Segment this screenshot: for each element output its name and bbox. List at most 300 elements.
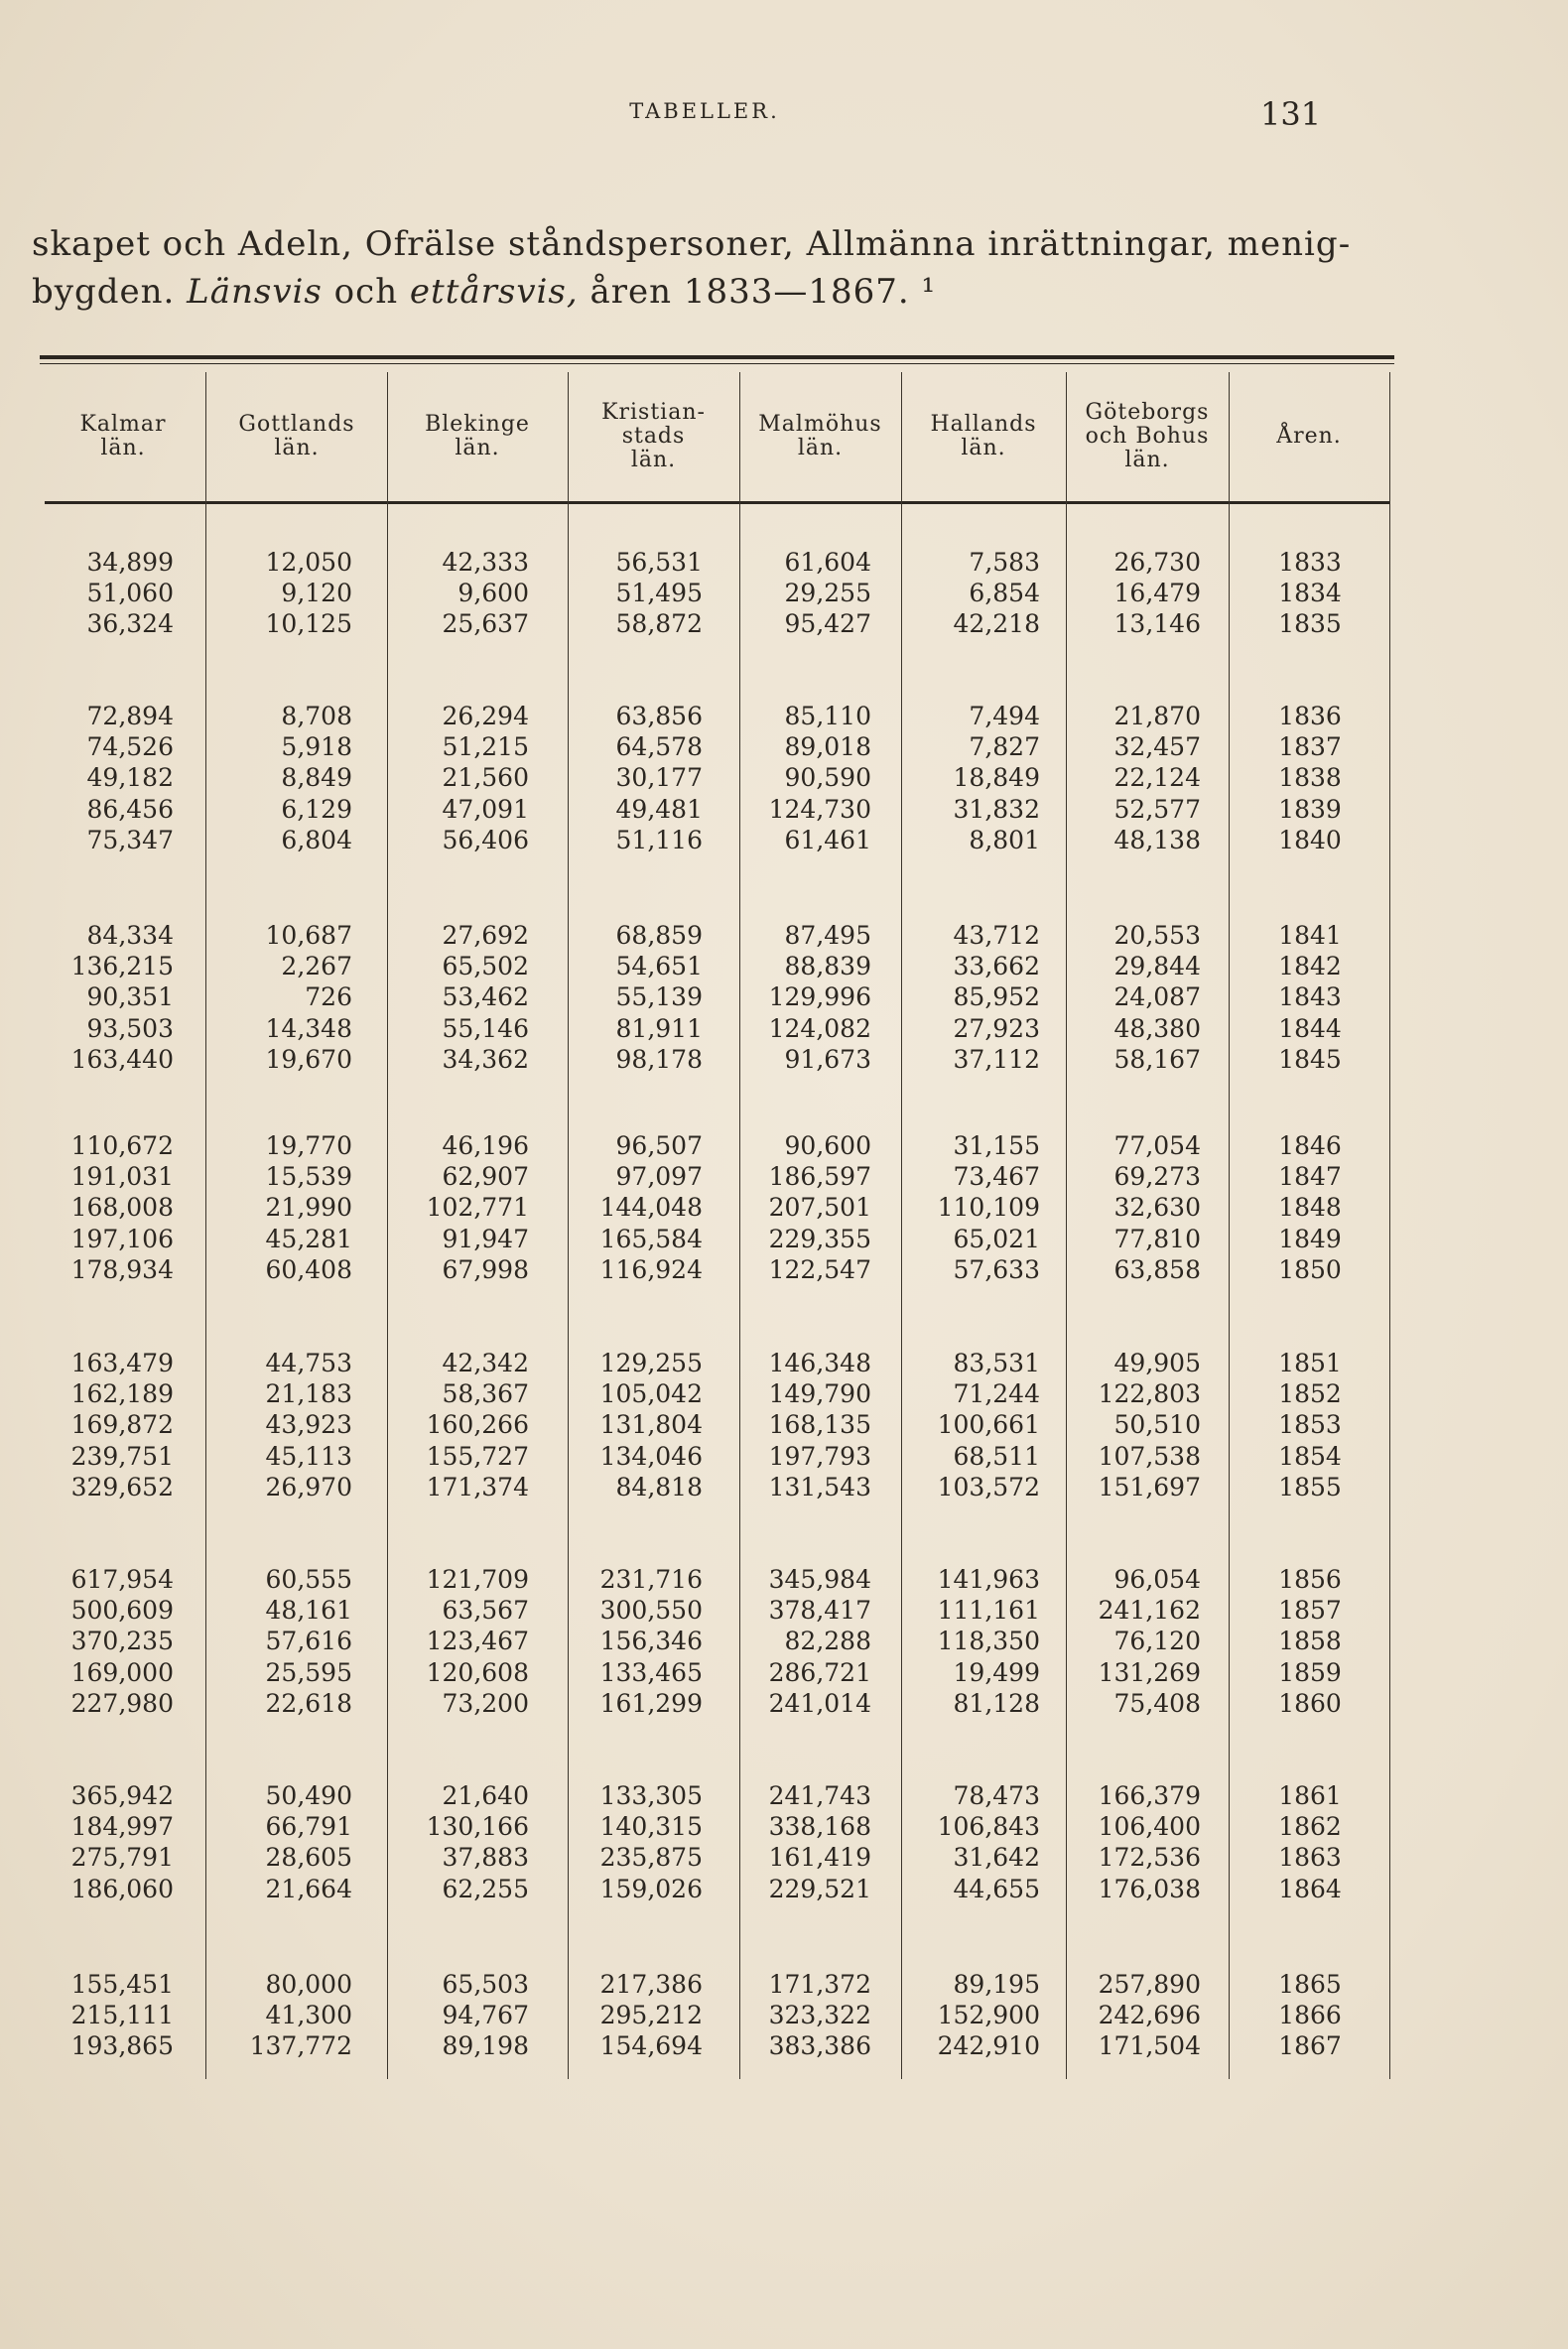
- table-cell: 197,106: [70, 1224, 174, 1253]
- year-cell: 1853: [1278, 1410, 1342, 1440]
- year-cell: 1848: [1278, 1193, 1342, 1223]
- table-cell: 171,374: [426, 1472, 529, 1501]
- table-top-rule: [40, 355, 1394, 359]
- table-cell: 96,507: [615, 1131, 703, 1160]
- table-cell: 82,288: [784, 1627, 871, 1656]
- table-cell: 154,694: [599, 2031, 703, 2061]
- table-cell: 21,640: [442, 1781, 529, 1810]
- table-cell: 21,560: [442, 763, 529, 793]
- table-cell: 78,473: [953, 1781, 1040, 1810]
- table-cell: 81,911: [615, 1013, 703, 1043]
- table-cell: 102,771: [426, 1193, 529, 1223]
- year-cell: 1847: [1278, 1162, 1342, 1192]
- table-cell: 37,112: [953, 1044, 1040, 1074]
- column-header-kristianstad: Kristian- stads län.: [601, 400, 706, 472]
- table-cell: 26,730: [1113, 548, 1201, 577]
- table-cell: 57,616: [265, 1627, 352, 1656]
- table-cell: 58,367: [442, 1379, 529, 1409]
- table-cell: 96,054: [1113, 1565, 1201, 1594]
- table-cell: 49,481: [615, 794, 703, 824]
- year-cell: 1850: [1278, 1254, 1342, 1284]
- table-cell: 383,386: [768, 2031, 871, 2061]
- table-cell: 67,998: [442, 1254, 529, 1284]
- table-cell: 500,609: [70, 1596, 174, 1626]
- table-cell: 76,120: [1113, 1627, 1201, 1656]
- table-cell: 65,021: [953, 1224, 1040, 1253]
- table-cell: 63,858: [1113, 1254, 1201, 1284]
- table-cell: 19,670: [265, 1044, 352, 1074]
- table-cell: 28,605: [265, 1843, 352, 1873]
- table-cell: 100,661: [937, 1410, 1040, 1440]
- year-cell: 1865: [1278, 1970, 1342, 1999]
- table-cell: 42,218: [953, 609, 1040, 639]
- table-cell: 129,255: [599, 1349, 703, 1377]
- table-cell: 8,801: [969, 825, 1040, 854]
- table-cell: 207,501: [768, 1193, 871, 1223]
- year-cell: 1866: [1278, 2001, 1342, 2030]
- year-cell: 1834: [1278, 579, 1342, 608]
- table-cell: 149,790: [768, 1379, 871, 1409]
- table-cell: 42,342: [442, 1349, 529, 1377]
- table-cell: 378,417: [768, 1596, 871, 1626]
- year-cell: 1845: [1278, 1044, 1342, 1074]
- table-cell: 131,543: [768, 1472, 871, 1501]
- table-cell: 124,082: [768, 1013, 871, 1043]
- table-cell: 77,810: [1113, 1224, 1201, 1253]
- table-cell: 105,042: [599, 1379, 703, 1409]
- table-cell: 106,843: [937, 1812, 1040, 1842]
- table-cell: 44,655: [953, 1874, 1040, 1903]
- table-cell: 46,196: [442, 1131, 529, 1160]
- table-cell: 62,255: [442, 1874, 529, 1903]
- table-cell: 85,110: [784, 702, 871, 730]
- table-cell: 134,046: [599, 1441, 703, 1471]
- table-cell: 75,408: [1113, 1688, 1201, 1718]
- table-cell: 43,712: [953, 921, 1040, 950]
- table-cell: 73,467: [953, 1162, 1040, 1192]
- table-cell: 50,510: [1113, 1410, 1201, 1440]
- column-header-malmohus: Malmöhus län.: [758, 412, 882, 460]
- table-cell: 49,905: [1113, 1349, 1201, 1377]
- table-cell: 71,244: [953, 1379, 1040, 1409]
- table-cell: 80,000: [265, 1970, 352, 1999]
- table-cell: 231,716: [599, 1565, 703, 1594]
- table-cell: 98,178: [615, 1044, 703, 1074]
- table-cell: 37,883: [442, 1843, 529, 1873]
- table-cell: 241,743: [768, 1781, 871, 1810]
- table-cell: 25,637: [442, 609, 529, 639]
- table-cell: 159,026: [599, 1874, 703, 1903]
- year-cell: 1864: [1278, 1874, 1342, 1903]
- table-cell: 151,697: [1098, 1472, 1201, 1501]
- table-cell: 34,362: [442, 1044, 529, 1074]
- table-cell: 8,849: [281, 763, 352, 793]
- table-cell: 63,856: [615, 702, 703, 730]
- table-cell: 56,406: [442, 825, 529, 854]
- year-cell: 1842: [1278, 952, 1342, 981]
- table-cell: 45,281: [265, 1224, 352, 1253]
- table-cell: 48,161: [265, 1596, 352, 1626]
- table-cell: 22,124: [1113, 763, 1201, 793]
- year-cell: 1839: [1278, 794, 1342, 824]
- table-cell: 77,054: [1113, 1131, 1201, 1160]
- table-cell: 61,604: [784, 548, 871, 577]
- page-number: 131: [1260, 95, 1322, 133]
- caption-text-c: åren 1833—1867. ¹: [578, 272, 937, 312]
- year-cell: 1860: [1278, 1688, 1342, 1718]
- table-cell: 90,590: [784, 763, 871, 793]
- table-cell: 90,351: [86, 982, 174, 1012]
- table-cell: 53,462: [442, 982, 529, 1012]
- column-header-blekinge: Blekinge län.: [425, 412, 530, 460]
- table-cell: 25,595: [265, 1657, 352, 1687]
- table-cell: 64,578: [615, 732, 703, 762]
- table-cell: 45,113: [265, 1441, 352, 1471]
- table-cell: 55,139: [615, 982, 703, 1012]
- table-cell: 19,499: [953, 1657, 1040, 1687]
- table-cell: 617,954: [70, 1565, 174, 1594]
- column-header-year: Åren.: [1276, 424, 1342, 449]
- table-cell: 50,490: [265, 1781, 352, 1810]
- table-cell: 286,721: [768, 1657, 871, 1687]
- table-cell: 34,899: [86, 548, 174, 577]
- table-cell: 345,984: [768, 1565, 871, 1594]
- table-cell: 122,803: [1098, 1379, 1201, 1409]
- year-cell: 1858: [1278, 1627, 1342, 1656]
- table-cell: 103,572: [937, 1472, 1040, 1501]
- table-cell: 24,087: [1113, 982, 1201, 1012]
- table-cell: 49,182: [86, 763, 174, 793]
- running-header: TABELLER.: [629, 99, 780, 123]
- table-cell: 141,963: [937, 1565, 1040, 1594]
- table-cell: 51,060: [86, 579, 174, 608]
- table-cell: 95,427: [784, 609, 871, 639]
- table-cell: 295,212: [599, 2001, 703, 2030]
- table-cell: 7,827: [969, 732, 1040, 762]
- table-cell: 47,091: [442, 794, 529, 824]
- table-cell: 48,380: [1113, 1013, 1201, 1043]
- table-cell: 21,990: [265, 1193, 352, 1223]
- table-cell: 329,652: [70, 1472, 174, 1501]
- table-cell: 169,872: [70, 1410, 174, 1440]
- table-cell: 229,355: [768, 1224, 871, 1253]
- table-cell: 14,348: [265, 1013, 352, 1043]
- table-cell: 275,791: [70, 1843, 174, 1873]
- table-cell: 169,000: [70, 1657, 174, 1687]
- year-cell: 1833: [1278, 548, 1342, 577]
- table-cell: 144,048: [599, 1193, 703, 1223]
- table-cell: 32,457: [1113, 732, 1201, 762]
- table-cell: 60,555: [265, 1565, 352, 1594]
- table-cell: 91,673: [784, 1044, 871, 1074]
- year-cell: 1854: [1278, 1441, 1342, 1471]
- table-cell: 27,923: [953, 1013, 1040, 1043]
- table-cell: 41,300: [265, 2001, 352, 2030]
- year-cell: 1857: [1278, 1596, 1342, 1626]
- table-cell: 300,550: [599, 1596, 703, 1626]
- table-cell: 116,924: [599, 1254, 703, 1284]
- year-cell: 1844: [1278, 1013, 1342, 1043]
- table-cell: 68,511: [953, 1441, 1040, 1471]
- table-cell: 137,772: [249, 2031, 352, 2061]
- table-cell: 43,923: [265, 1410, 352, 1440]
- table-cell: 91,947: [442, 1224, 529, 1253]
- table-cell: 31,832: [953, 794, 1040, 824]
- table-cell: 93,503: [86, 1013, 174, 1043]
- year-cell: 1863: [1278, 1843, 1342, 1873]
- table-cell: 19,770: [265, 1131, 352, 1160]
- table-cell: 140,315: [599, 1812, 703, 1842]
- column-header-gottland: Gottlands län.: [238, 412, 355, 460]
- table-cell: 172,536: [1098, 1843, 1201, 1873]
- table-cell: 186,060: [70, 1874, 174, 1903]
- table-cell: 229,521: [768, 1874, 871, 1903]
- table-cell: 146,348: [768, 1349, 871, 1377]
- table-cell: 191,031: [70, 1162, 174, 1192]
- table-cell: 65,502: [442, 952, 529, 981]
- table-cell: 227,980: [70, 1688, 174, 1718]
- table-cell: 87,495: [784, 921, 871, 950]
- table-cell: 110,672: [70, 1131, 174, 1160]
- table-cell: 323,322: [768, 2001, 871, 2030]
- table-cell: 52,577: [1113, 794, 1201, 824]
- table-cell: 48,138: [1113, 825, 1201, 854]
- year-cell: 1841: [1278, 921, 1342, 950]
- table-cell: 10,125: [265, 609, 352, 639]
- year-cell: 1862: [1278, 1812, 1342, 1842]
- table-cell: 27,692: [442, 921, 529, 950]
- table-cell: 60,408: [265, 1254, 352, 1284]
- year-cell: 1843: [1278, 982, 1342, 1012]
- table-cell: 81,128: [953, 1688, 1040, 1718]
- table-cell: 2,267: [281, 952, 352, 981]
- table-cell: 31,642: [953, 1843, 1040, 1873]
- table-cell: 107,538: [1098, 1441, 1201, 1471]
- table-cell: 365,942: [70, 1781, 174, 1810]
- table-cell: 97,097: [615, 1162, 703, 1192]
- table-cell: 217,386: [599, 1970, 703, 1999]
- table-cell: 370,235: [70, 1627, 174, 1656]
- table-cell: 186,597: [768, 1162, 871, 1192]
- year-cell: 1851: [1278, 1349, 1342, 1377]
- table-cell: 9,120: [281, 579, 352, 608]
- table-cell: 62,907: [442, 1162, 529, 1192]
- table-cell: 61,461: [784, 825, 871, 854]
- table-cell: 86,456: [86, 794, 174, 824]
- table-cell: 133,305: [599, 1781, 703, 1810]
- table-cell: 120,608: [426, 1657, 529, 1687]
- table-cell: 51,495: [615, 579, 703, 608]
- table-cell: 136,215: [70, 952, 174, 981]
- table-cell: 124,730: [768, 794, 871, 824]
- table-cell: 31,155: [953, 1131, 1040, 1160]
- table-cell: 74,526: [86, 732, 174, 762]
- table-cell: 21,870: [1113, 702, 1201, 730]
- table-cell: 155,451: [70, 1970, 174, 1999]
- caption-italic-b: ettårsvis,: [409, 272, 579, 312]
- table-cell: 29,844: [1113, 952, 1201, 981]
- year-cell: 1859: [1278, 1657, 1342, 1687]
- year-cell: 1852: [1278, 1379, 1342, 1409]
- table-cell: 8,708: [281, 702, 352, 730]
- table-cell: 51,215: [442, 732, 529, 762]
- table-cell: 44,753: [265, 1349, 352, 1377]
- table-cell: 29,255: [784, 579, 871, 608]
- table-cell: 21,664: [265, 1874, 352, 1903]
- table-cell: 184,997: [70, 1812, 174, 1842]
- table-cell: 89,195: [953, 1970, 1040, 1999]
- table-top-rule-thin: [40, 363, 1394, 364]
- year-cell: 1856: [1278, 1565, 1342, 1594]
- table-cell: 121,709: [426, 1565, 529, 1594]
- table-cell: 94,767: [442, 2001, 529, 2030]
- table-cell: 5,918: [281, 732, 352, 762]
- table-cell: 131,269: [1098, 1657, 1201, 1687]
- table-cell: 193,865: [70, 2031, 174, 2061]
- table-cell: 12,050: [265, 548, 352, 577]
- table-cell: 89,198: [442, 2031, 529, 2061]
- table-cell: 20,553: [1113, 921, 1201, 950]
- table-cell: 123,467: [426, 1627, 529, 1656]
- table-cell: 9,600: [457, 579, 529, 608]
- table-cell: 163,479: [70, 1349, 174, 1377]
- table-cell: 88,839: [784, 952, 871, 981]
- table-cell: 110,109: [937, 1193, 1040, 1223]
- table-cell: 131,804: [599, 1410, 703, 1440]
- table-cell: 106,400: [1098, 1812, 1201, 1842]
- column-header-halland: Hallands län.: [930, 412, 1037, 460]
- table-cell: 166,379: [1098, 1781, 1201, 1810]
- table-cell: 242,910: [937, 2031, 1040, 2061]
- table-cell: 338,168: [768, 1812, 871, 1842]
- table-cell: 178,934: [70, 1254, 174, 1284]
- table-cell: 63,567: [442, 1596, 529, 1626]
- caption-text-b: och: [322, 272, 410, 312]
- year-cell: 1849: [1278, 1224, 1342, 1253]
- table-cell: 235,875: [599, 1843, 703, 1873]
- table-cell: 21,183: [265, 1379, 352, 1409]
- table-cell: 57,633: [953, 1254, 1040, 1284]
- table-cell: 84,334: [86, 921, 174, 950]
- table-cell: 73,200: [442, 1688, 529, 1718]
- table-cell: 33,662: [953, 952, 1040, 981]
- table-cell: 161,419: [768, 1843, 871, 1873]
- year-cell: 1846: [1278, 1131, 1342, 1160]
- year-cell: 1861: [1278, 1781, 1342, 1810]
- caption-line-1: skapet och Adeln, Ofrälse ståndspersoner, Allmänna inrättningar, menig-: [32, 224, 1352, 264]
- table-cell: 168,008: [70, 1193, 174, 1223]
- table-cell: 26,294: [442, 702, 529, 730]
- table-cell: 171,372: [768, 1970, 871, 1999]
- table-cell: 65,503: [442, 1970, 529, 1999]
- table-cell: 7,494: [969, 702, 1040, 730]
- table-caption: [32, 220, 1391, 316]
- table-cell: 241,014: [768, 1688, 871, 1718]
- table-cell: 155,727: [426, 1441, 529, 1471]
- table-cell: 152,900: [937, 2001, 1040, 2030]
- table-cell: 6,129: [281, 794, 352, 824]
- table-cell: 30,177: [615, 763, 703, 793]
- table-cell: 89,018: [784, 732, 871, 762]
- column-divider: [1229, 372, 1230, 2079]
- caption-italic-a: Länsvis: [187, 272, 323, 312]
- table-cell: 72,894: [86, 702, 174, 730]
- table-cell: 90,600: [784, 1131, 871, 1160]
- column-header-goteborg: Göteborgs och Bohus län.: [1085, 400, 1210, 472]
- table-cell: 10,687: [265, 921, 352, 950]
- table-cell: 129,996: [768, 982, 871, 1012]
- column-header-kalmar: Kalmar län.: [79, 412, 167, 460]
- table-cell: 55,146: [442, 1013, 529, 1043]
- column-divider: [1389, 372, 1390, 2079]
- table-cell: 6,804: [281, 825, 352, 854]
- table-cell: 133,465: [599, 1657, 703, 1687]
- table-cell: 130,166: [426, 1812, 529, 1842]
- table-cell: 75,347: [86, 825, 174, 854]
- table-header-rule: [45, 501, 1389, 504]
- year-cell: 1835: [1278, 609, 1342, 639]
- table-cell: 16,479: [1113, 579, 1201, 608]
- table-cell: 160,266: [426, 1410, 529, 1440]
- table-cell: 36,324: [86, 609, 174, 639]
- caption-line-2: [32, 268, 1391, 316]
- table-cell: 18,849: [953, 763, 1040, 793]
- table-cell: 32,630: [1113, 1193, 1201, 1223]
- year-cell: 1867: [1278, 2031, 1342, 2061]
- year-cell: 1838: [1278, 763, 1342, 793]
- table-cell: 58,872: [615, 609, 703, 639]
- table-cell: 83,531: [953, 1349, 1040, 1377]
- table-cell: 51,116: [615, 825, 703, 854]
- table-cell: 176,038: [1098, 1874, 1201, 1903]
- year-cell: 1840: [1278, 825, 1342, 854]
- caption-text-a: bygden.: [32, 272, 188, 312]
- table-cell: 165,584: [599, 1224, 703, 1253]
- table-cell: 58,167: [1113, 1044, 1201, 1074]
- table-cell: 22,618: [265, 1688, 352, 1718]
- year-cell: 1855: [1278, 1472, 1342, 1501]
- table-cell: 163,440: [70, 1044, 174, 1074]
- table-cell: 215,111: [70, 2001, 174, 2030]
- table-cell: 239,751: [70, 1441, 174, 1471]
- table-cell: 85,952: [953, 982, 1040, 1012]
- table-cell: 111,161: [937, 1596, 1040, 1626]
- table-cell: 122,547: [768, 1254, 871, 1284]
- table-cell: 69,273: [1113, 1162, 1201, 1192]
- table-cell: 6,854: [969, 579, 1040, 608]
- table-cell: 242,696: [1098, 2001, 1201, 2030]
- table-cell: 26,970: [265, 1472, 352, 1501]
- table-cell: 118,350: [937, 1627, 1040, 1656]
- table-cell: 171,504: [1098, 2031, 1201, 2061]
- table-cell: 56,531: [615, 548, 703, 577]
- year-cell: 1837: [1278, 732, 1342, 762]
- table-cell: 168,135: [768, 1410, 871, 1440]
- year-cell: 1836: [1278, 702, 1342, 730]
- table-cell: 7,583: [969, 548, 1040, 577]
- table-cell: 66,791: [265, 1812, 352, 1842]
- table-cell: 54,651: [615, 952, 703, 981]
- table-cell: 13,146: [1113, 609, 1201, 639]
- table-cell: 15,539: [265, 1162, 352, 1192]
- table-cell: 257,890: [1098, 1970, 1201, 1999]
- table-cell: 68,859: [615, 921, 703, 950]
- table-cell: 84,818: [615, 1472, 703, 1501]
- table-cell: 156,346: [599, 1627, 703, 1656]
- table-cell: 42,333: [442, 548, 529, 577]
- table-cell: 726: [305, 982, 352, 1012]
- table-cell: 162,189: [70, 1379, 174, 1409]
